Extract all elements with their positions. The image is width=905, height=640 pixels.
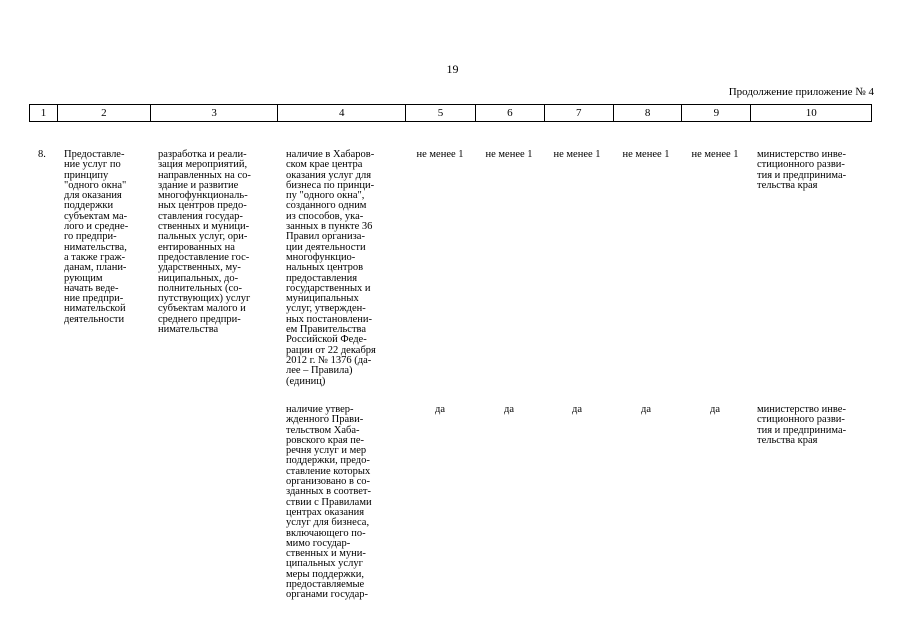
column-header-1: 1 [40,107,47,119]
indicator-value-col7: не менее 1 [553,149,601,160]
column-header-10: 10 [750,105,871,121]
executor: министерство инве- стиционного разви- тия и предпринима- тельства края [757,404,847,446]
indicator-value-col8: не менее 1 [622,149,670,160]
indicator-value-col9: да [709,404,720,415]
activity-description: разработка и реали- зация мероприятий, направленных на со- здание и развитие многофункциональ- ных центров предо- ставления государ- ственных и муници- пальных услуг, ори- ентированных на предоставление гос- ударственных, му- ниципальных, до- полнительных (со- путствующих) услуг субъектам малого и среднего предпри- нимательства [158,149,251,336]
indicator-value-col6: не менее 1 [485,149,533,160]
column-header-8: 8 [613,105,682,121]
column-header-6: 6 [475,105,544,121]
indicator-value-col5: да [434,404,445,415]
row-number: 8. [38,149,46,160]
executor: министерство инве- стиционного разви- тия и предпринима- тельства края [757,149,847,191]
indicator-value-col8: да [640,404,651,415]
indicator-value-col6: да [503,404,514,415]
measure-name: Предоставле- ние услуг по принципу "одного окна" для оказания поддержки субъектам ма- лого и средне- го предпри- нимательства, а также граж- данам, плани- рующим начать веде- ние предпри- нимательской деятельности [64,149,129,325]
column-header-9: 9 [681,105,750,121]
table-header-row [29,104,872,122]
column-header-2: 2 [57,105,150,121]
page-number: 19 [446,62,459,76]
indicator-value-col5: не менее 1 [416,149,464,160]
indicator-text: наличие в Хабаров- ском крае центра оказания услуг для бизнеса по принци- пу "одного окна", созданного одним из способов, ука- занных в пункте 36 Правил организа- ции деятельности многофункцио- нальных центров предоставления государственных и муниципальных услуг, утвержден- ных постановлени- ем Правительства Российской Феде- рации от 22 декабря 2012 г. № 1376 (да- лее – Правила) (единиц) [286,149,376,387]
column-header-3: 3 [150,105,278,121]
indicator-value-col9: не менее 1 [691,149,739,160]
column-header-4: 4 [277,105,405,121]
continuation-caption: Продолжение приложение № 4 [728,86,874,98]
column-header-5: 5 [405,105,475,121]
indicator-value-col7: да [571,404,582,415]
indicator-text: наличие утвер- жденного Прави- тельством Хаба- ровского края пе- речня услуг и мер поддержки, предо- ставление которых организовано в со- зданных в соответ- ствии с Правилами центрах оказания услуг для бизнеса, включающего по- мимо государ- ственных и муни- ципальных услуг меры поддержки, предоставляемые органами государ- [286,404,372,601]
column-header-7: 7 [544,105,613,121]
